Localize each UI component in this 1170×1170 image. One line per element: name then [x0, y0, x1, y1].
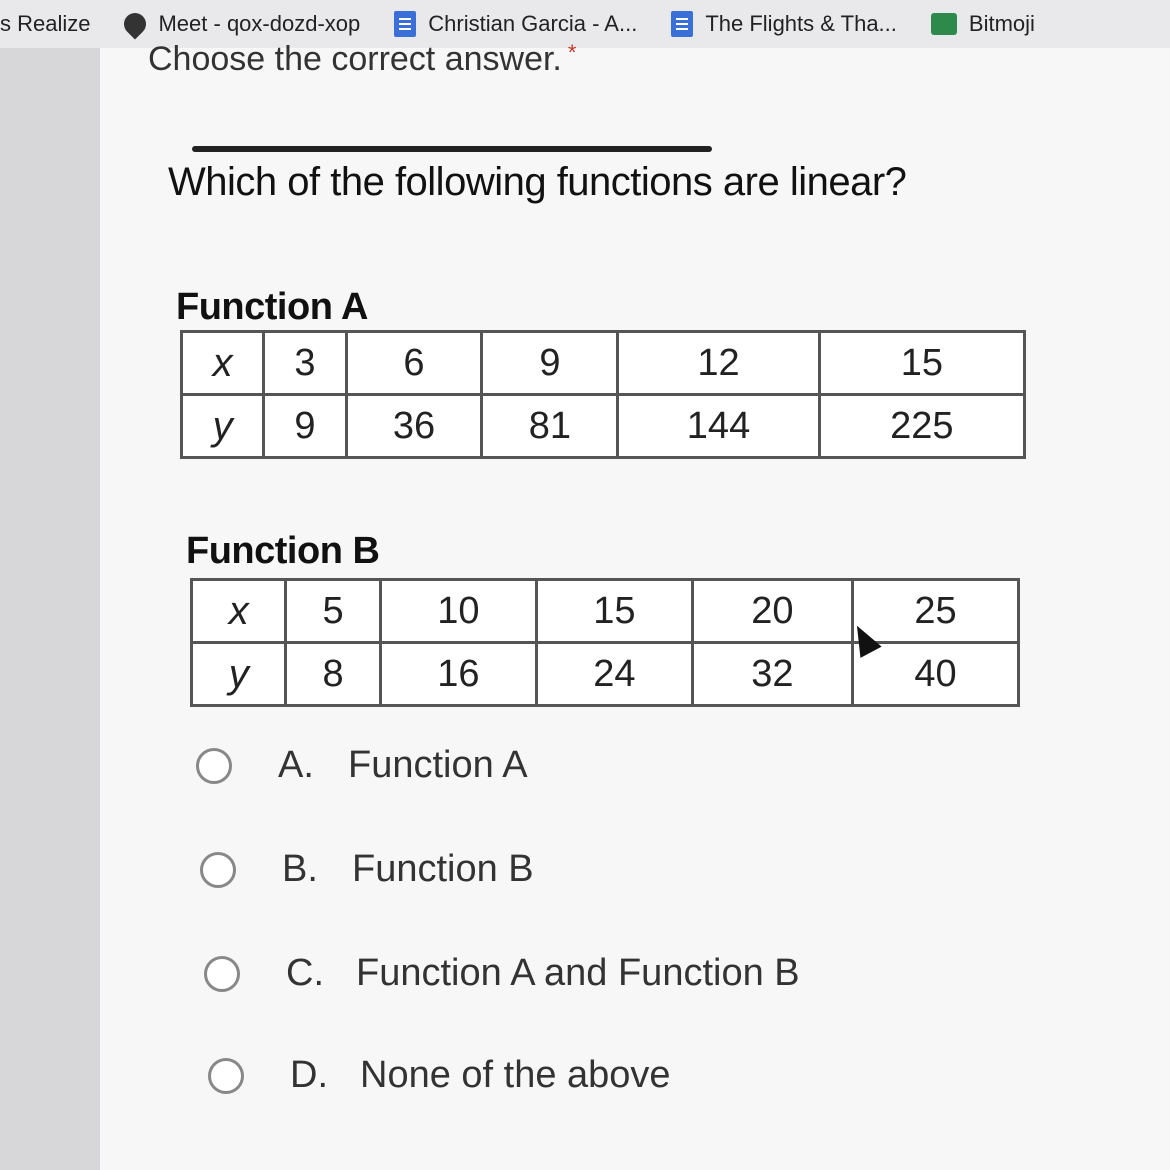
option-label: Function A and Function B [356, 952, 800, 994]
option-letter: B. [282, 848, 318, 890]
option-label: Function A [348, 744, 528, 786]
sheets-icon [931, 13, 957, 35]
y-header: y [182, 395, 264, 458]
table-row [192, 643, 1019, 706]
radio-button[interactable] [196, 748, 232, 784]
bookmark-bitmoji[interactable] [931, 11, 1035, 37]
table-cell: 15 [536, 580, 692, 643]
table-cell: 16 [380, 643, 536, 706]
option-a[interactable] [196, 744, 528, 787]
table-cell: 20 [692, 580, 852, 643]
option-label: Function B [352, 848, 534, 890]
bookmark-label: Christian Garcia - A... [428, 11, 638, 36]
table-cell: 12 [618, 332, 819, 395]
radio-button[interactable] [204, 956, 240, 992]
table-cell: 36 [346, 395, 482, 458]
option-letter: D. [290, 1054, 328, 1096]
option-b[interactable] [200, 848, 534, 891]
table-cell: 9 [264, 395, 346, 458]
option-label: None of the above [360, 1054, 671, 1096]
x-header: x [192, 580, 286, 643]
bookmark-realize[interactable] [0, 11, 90, 37]
table-cell: 5 [286, 580, 380, 643]
bookmark-label: The Flights & Tha... [705, 11, 897, 36]
table-row [182, 332, 1025, 395]
option-letter: C. [286, 952, 324, 994]
divider [192, 146, 712, 152]
x-header: x [182, 332, 264, 395]
table-cell: 9 [482, 332, 618, 395]
option-d[interactable] [208, 1054, 671, 1097]
table-cell: 81 [482, 395, 618, 458]
function-b-table [190, 578, 1020, 707]
table-row [182, 395, 1025, 458]
bookmark-christian-garcia[interactable] [394, 11, 637, 37]
option-c[interactable] [204, 952, 800, 995]
table-cell: 10 [380, 580, 536, 643]
bookmark-meet[interactable] [124, 11, 360, 37]
table-cell: 32 [692, 643, 852, 706]
table-cell: 225 [819, 395, 1024, 458]
radio-button[interactable] [200, 852, 236, 888]
y-header: y [192, 643, 286, 706]
bookmark-flights[interactable] [671, 11, 897, 37]
table-cell: 40 [852, 643, 1018, 706]
table-cell: 15 [819, 332, 1024, 395]
table-cell: 24 [536, 643, 692, 706]
table-cell: 6 [346, 332, 482, 395]
docs-icon [394, 11, 416, 37]
option-letter: A. [278, 744, 314, 786]
meet-icon [120, 8, 151, 39]
bookmark-label: Meet - qox-dozd-xop [158, 11, 361, 36]
docs-icon [671, 11, 693, 37]
bookmark-label: s Realize [0, 11, 91, 36]
bookmark-label: Bitmoji [968, 11, 1035, 36]
required-mark: * [567, 40, 577, 65]
radio-button[interactable] [208, 1058, 244, 1094]
table-cell: 8 [286, 643, 380, 706]
table-cell: 3 [264, 332, 346, 395]
table-cell: 25 [852, 580, 1018, 643]
page-gutter [0, 48, 100, 1170]
table-cell: 144 [618, 395, 819, 458]
function-b-title: Function B [186, 530, 380, 572]
prompt-text [148, 40, 576, 79]
prompt-label: Choose the correct answer. [148, 40, 562, 78]
function-a-table [180, 330, 1026, 459]
question-title: Which of the following functions are linear? [168, 160, 907, 204]
function-a-title: Function A [176, 286, 368, 328]
table-row [192, 580, 1019, 643]
